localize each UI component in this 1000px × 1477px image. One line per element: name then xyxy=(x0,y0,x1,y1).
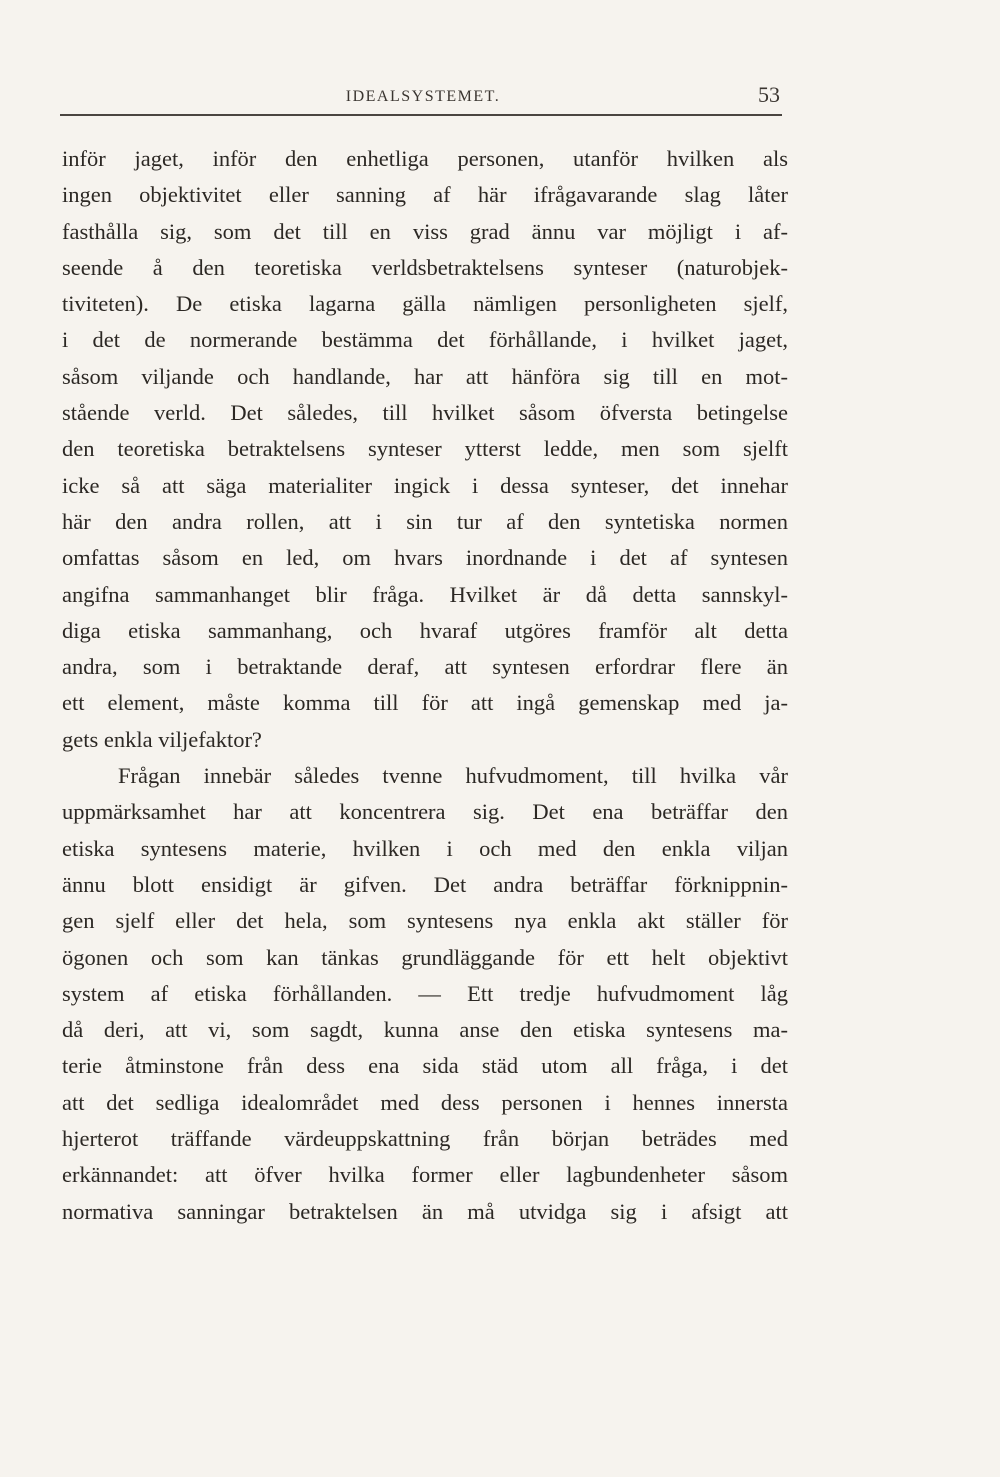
text-line: angifna sammanhanget blir fråga. Hvilket är då detta sannskyl- xyxy=(62,581,788,607)
text-line: tiviteten). De etiska lagarna gälla nämligen personligheten sjelf, xyxy=(62,291,788,317)
text-line: här den andra rollen, att i sin tur af den syntetiska normen xyxy=(62,508,788,534)
header-rule xyxy=(60,114,782,116)
text-line: att det sedliga idealområdet med dess personen i hennes innersta xyxy=(62,1089,788,1115)
text-line: den teoretiska betraktelsens synteser ytterst ledde, men som sjelft xyxy=(62,436,788,462)
text-line: gets enkla viljefaktor? xyxy=(62,726,262,752)
text-line: terie åtminstone från dess ena sida städ utom all fråga, i det xyxy=(62,1053,788,1079)
text-line: erkännandet: att öfver hvilka former eller lagbundenheter såsom xyxy=(62,1162,788,1188)
text-line: etiska syntesens materie, hvilken i och med den enkla viljan xyxy=(62,835,788,861)
text-line: seende å den teoretiska verldsbetraktelsens synteser (naturobjek- xyxy=(62,254,788,280)
page-number: 53 xyxy=(758,82,780,107)
text-line: ögonen och som kan tänkas grundläggande för ett helt objektivt xyxy=(62,944,788,970)
text-line: andra, som i betraktande deraf, att syntesen erfordrar flere än xyxy=(62,654,788,680)
text-line: stående verld. Det således, till hvilket såsom öfversta betingelse xyxy=(62,400,788,426)
text-line: hjerterot träffande värdeuppskattning från början beträdes med xyxy=(62,1126,788,1152)
text-line: inför jaget, inför den enhetliga personen, utanför hvilken als xyxy=(62,146,788,171)
text-line: då deri, att vi, som sagdt, kunna anse den etiska syntesens ma- xyxy=(62,1017,788,1043)
text-line: Frågan innebär således tvenne hufvudmoment, till hvilka vår xyxy=(118,763,788,789)
text-line: i det de normerande bestämma det förhållande, i hvilket jaget, xyxy=(62,327,788,353)
text-line: uppmärksamhet har att koncentrera sig. Det ena beträffar den xyxy=(62,799,788,825)
text-line: icke så att säga materialiter ingick i dessa synteser, det innehar xyxy=(62,472,788,498)
running-title: IDEALSYSTEMET. xyxy=(345,88,501,105)
text-line: diga etiska sammanhang, och hvaraf utgöres framför alt detta xyxy=(62,617,788,643)
text-line: ingen objektivitet eller sanning af här ifrågavarande slag låter xyxy=(62,182,788,208)
text-line: gen sjelf eller det hela, som syntesens nya enkla akt ställer för xyxy=(62,908,788,934)
text-line: omfattas såsom en led, om hvars inordnande i det af syntesen xyxy=(62,545,788,571)
body-text xyxy=(62,141,788,1230)
text-line: ett element, måste komma till för att ingå gemenskap med ja- xyxy=(62,690,788,716)
text-line: normativa sanningar betraktelsen än må utvidga sig i afsigt att xyxy=(62,1198,788,1224)
text-line: ännu blott ensidigt är gifven. Det andra beträffar förknippnin- xyxy=(62,871,788,897)
running-head xyxy=(60,82,786,112)
text-line: såsom viljande och handlande, har att hänföra sig till en mot- xyxy=(62,363,788,389)
text-line: fasthålla sig, som det till en viss grad ännu var möjligt i af- xyxy=(62,218,788,244)
text-line: system af etiska förhållanden. — Ett tredje hufvudmoment låg xyxy=(62,980,788,1006)
